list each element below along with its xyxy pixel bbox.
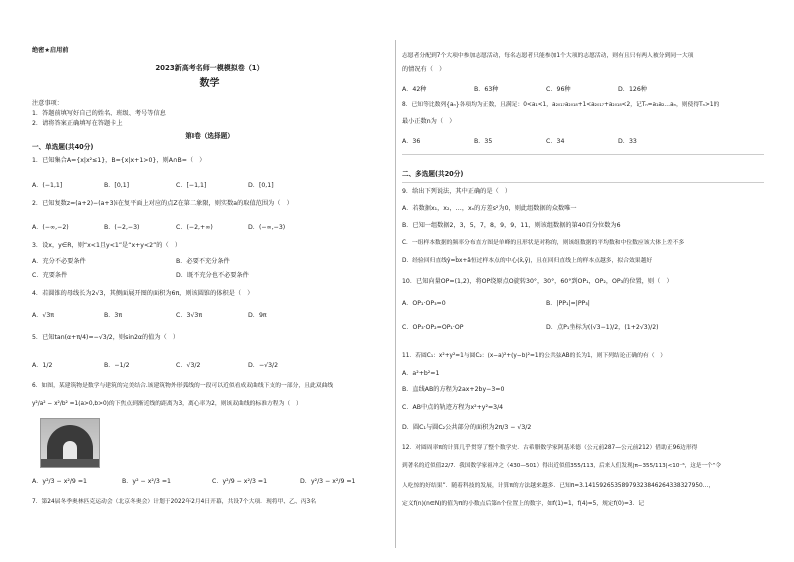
- question-11: 11．若圆C₁：x²+y²=1与圆C₂：(x−a)²+(y−b)²=1的公共弦AB的长为1，则下列结论正确的有（ ）: [402, 353, 667, 359]
- question-4: 4．若圆锥的母线长为2√3，其侧面展开图的面积为6π，则该圆锥的体积是（ ）: [32, 290, 254, 297]
- q4-option-a: A．√3π: [32, 312, 55, 319]
- part-title: 第Ⅰ卷（选择题）: [185, 132, 234, 140]
- q9-option-b: B．已知一组数据2，3，5，7，8，9，9，11，则该组数据的第40百分位数为6: [402, 222, 621, 229]
- q3-option-d: D．既不充分也不必要条件: [176, 272, 249, 279]
- q7-continued-line2: 的情况有（ ）: [402, 66, 446, 73]
- q9-option-c: C．一组样本数据的频率分布直方图是单峰的且形状是对称的，则该组数据的平均数和中位数应该大体上差不多: [402, 240, 685, 246]
- question-5: 5．已知tan(α+π/4)=−√3/2，则sin2α的值为（ ）: [32, 334, 180, 341]
- q6-option-d: D．y²/3 − x²/9 =1: [300, 478, 356, 485]
- question-10: 10．已知向量OP=(1,2)，将OP绕原点O旋转30°，30°，60°到OP₁，OP₂，OP₃的位置，则（ ）: [402, 278, 673, 285]
- q9-option-a: A．若数据x₁，x₂，…，xₙ的方差s²为0，则此组数据的众数唯一: [402, 205, 577, 212]
- q6-option-b: B．y² − x²/3 =1: [122, 478, 171, 485]
- building-photo: [40, 418, 100, 468]
- q2-option-a: A．(−∞,−2): [32, 224, 69, 231]
- question-9: 9．给出下列说法，其中正确的是（ ）: [402, 188, 512, 195]
- q8-option-c: C．34: [546, 138, 565, 145]
- q2-option-d: D．(−∞,−3): [248, 224, 286, 231]
- question-3: 3．设x，y∈R，则“x<1且y<1”是“x+y<2”的（ ）: [32, 242, 182, 249]
- q3-option-c: C．充要条件: [32, 272, 68, 279]
- question-2: 2．已知复数z=(a+2)−(a+3)i在复平面上对应的点Z在第二象限，则实数a的取值范围为（ ）: [32, 200, 293, 207]
- question-6-line1: 6．如图，某建筑物是数学与建筑的完美结合.该建筑物外形弧线的一段可以近似看成双曲线下支的一部分，且此双曲线: [32, 383, 334, 389]
- q1-option-d: D．[0,1]: [248, 182, 274, 189]
- section-rule-top: [402, 154, 764, 155]
- exam-title: 2023新高考名师一模模拟卷（1）: [155, 64, 264, 72]
- exam-subject: 数学: [199, 78, 220, 89]
- q10-option-c: C．OP₃·OP₂=OP₁·OP: [402, 324, 464, 331]
- question-8-line2: 最小正数n为（ ）: [402, 118, 456, 125]
- q2-option-c: C．(−2,+∞): [176, 224, 213, 231]
- q7-option-a: A．42种: [402, 86, 427, 93]
- q8-option-b: B．35: [474, 138, 493, 145]
- q4-option-c: C．3√3π: [176, 312, 203, 319]
- q4-option-d: D．9π: [248, 312, 267, 319]
- q8-option-d: D．33: [618, 138, 637, 145]
- q6-option-c: C．y²/9 − x²/3 =1: [212, 478, 268, 485]
- q7-option-c: C．96种: [546, 86, 571, 93]
- section-multi-choice: 二、多选题(共20分): [402, 170, 464, 178]
- q4-option-b: B．3π: [104, 312, 123, 319]
- q10-option-d: D．点P₁坐标为((√3−1)/2，(1+2√3)/2): [546, 324, 659, 331]
- q6-option-a: A．y²/3 − x²/9 =1: [32, 478, 87, 485]
- question-8: 8．已知等比数列{aₙ}各项均为正数，且满足：0<a₁<1，a₂₀₁₇a₂₀₁₈+1<a₂₀₁₇+a₂₀₁₈<2，记Tₙ=a₁a₂…aₙ，则使得Tₙ>1的: [402, 102, 720, 108]
- building-base: [41, 459, 99, 467]
- q11-option-c: C．AB中点的轨迹方程为x²+y²=3/4: [402, 404, 504, 411]
- q1-option-b: B．[0,1]: [104, 182, 130, 189]
- q1-option-c: C．[−1,1]: [176, 182, 207, 189]
- q10-option-a: A．OP₁·OP₃=0: [402, 300, 446, 307]
- question-7: 7．第24届冬季奥林匹克运动会（北京冬奥会）计划于2022年2月4日开幕，共设7个大项．现将甲、乙、丙3名: [32, 499, 317, 505]
- q5-option-d: D．−√3/2: [248, 362, 279, 369]
- column-divider: [395, 40, 396, 548]
- q8-option-a: A．36: [402, 138, 421, 145]
- question-12-line1: 12．对圆周率π的计算几乎贯穿了整个数学史．古希腊数学家阿基米德（公元前287—公元前212）借助正96边形得: [402, 445, 698, 451]
- q2-option-b: B．(−2,−3): [104, 224, 140, 231]
- q11-option-d: D．圆C₁与圆C₂公共部分的面积为2π/3 − √3/2: [402, 424, 532, 431]
- section-single-choice: 一、单选题(共40分): [32, 143, 94, 151]
- note-2: 2．请将答案正确填写在答题卡上: [32, 120, 123, 127]
- q5-option-b: B．−1/2: [104, 362, 130, 369]
- notes-title: 注意事项：: [32, 100, 63, 107]
- q3-option-a: A．充分不必要条件: [32, 258, 86, 265]
- question-12-line4: 定义f(n)(n∈N)的值为π的小数点后第n个位置上的数字，如f(1)=1，f(4)=5，规定f(0)=3．记: [402, 501, 645, 507]
- q7-continued-line1: 志愿者分配到7个大项中参加志愿活动，每名志愿者只能参加1个大项的志愿活动，则有且只有两人被分到同一大项: [402, 53, 694, 59]
- q11-option-a: A．a²+b²=1: [402, 370, 440, 377]
- section-rule-bottom: [402, 182, 764, 183]
- q10-option-b: B．|PP₁|=|PP₃|: [546, 300, 590, 307]
- q9-option-d: D．经验回归直线ŷ=b̂x+â恒过样本点的中心(x̄,ȳ)，且在回归直线上的样本点越多，拟合效果越好: [402, 258, 653, 264]
- question-6-line2: y²/a² − x²/b² =1(a>0,b>0)的下焦点到渐近线的距离为3，离心率为2，则该双曲线的标准方程为（ ）: [32, 401, 302, 407]
- note-1: 1．答题前填写好自己的姓名、班级、考号等信息: [32, 110, 166, 117]
- q7-option-b: B．63种: [474, 86, 499, 93]
- question-12-line3: 人吃惊的好结果”．随着科技的发展，计算π的方法越来越多．已知π=3.14159265358979323846264338327950…，: [402, 483, 715, 489]
- question-1: 1．已知集合A={x|x²≤1}，B={x|x+1>0}，则A∩B=（ ）: [32, 157, 206, 164]
- q1-option-a: A．(−1,1]: [32, 182, 63, 189]
- q5-option-c: C．√3/2: [176, 362, 201, 369]
- secret-label: 绝密★启用前: [32, 47, 69, 54]
- q3-option-b: B．必要不充分条件: [176, 258, 230, 265]
- question-12-line2: 到著名的近似值22/7．我国数学家祖冲之（430—501）得出近似值355/113，后来人们发现|π−355/113|<10⁻⁶，这是一个“令: [402, 463, 722, 469]
- q5-option-a: A．1/2: [32, 362, 53, 369]
- q7-option-d: D．126种: [618, 86, 647, 93]
- q11-option-b: B．直线AB的方程为2ax+2by−3=0: [402, 386, 505, 393]
